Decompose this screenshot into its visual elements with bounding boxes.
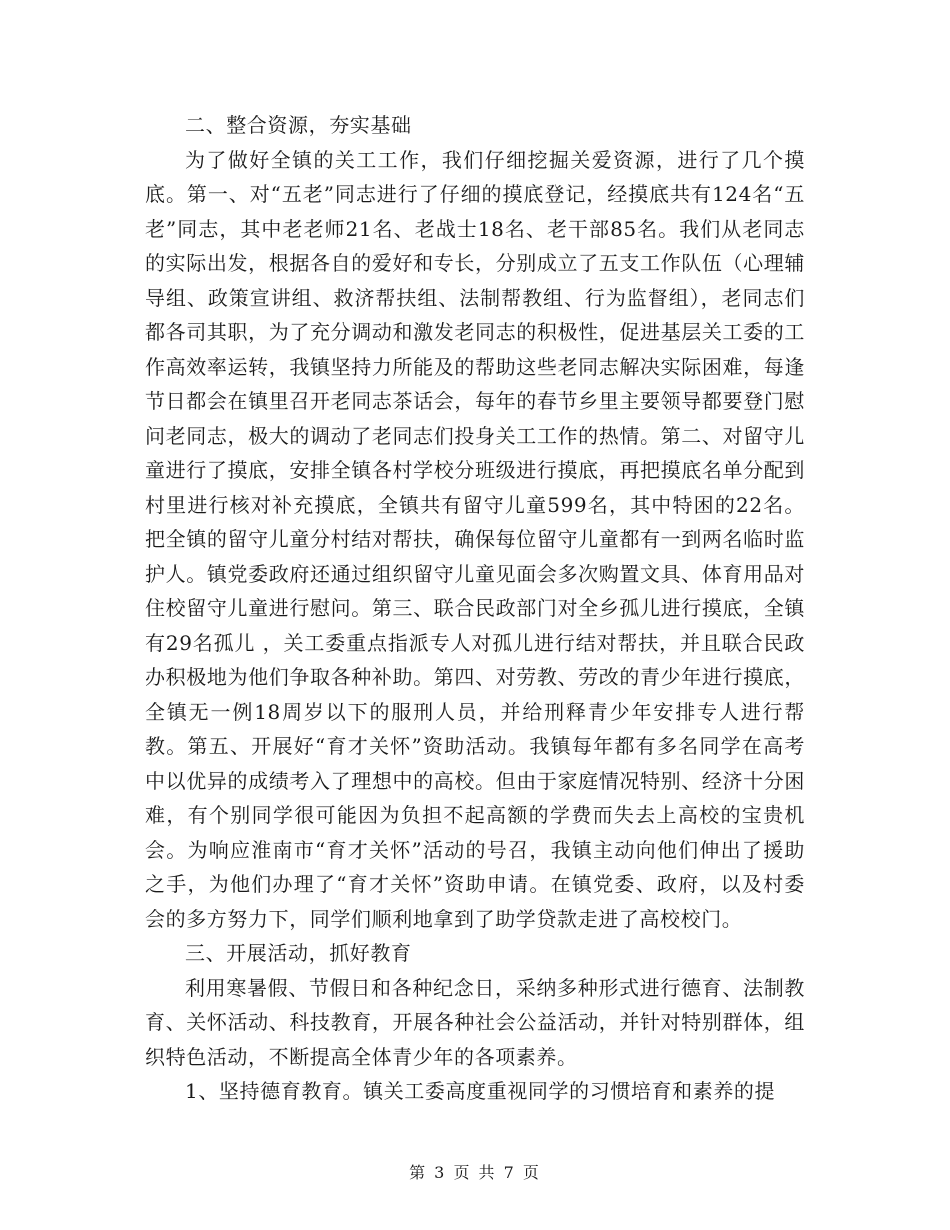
paragraph-activities: 利用寒暑假、节假日和各种纪念日，采纳多种形式进行德育、法制教育、关怀活动、科技教育，开展各种社会公益活动，并针对特别群体，组织特色活动，不断提高全体青少年的各项素养。 [145,975,805,1069]
paragraph-survey: 为了做好全镇的关工工作，我们仔细挖掘关爱资源，进行了几个摸底。第一、对“五老”同志进行了仔细的摸底登记，经摸底共有124名“五老”同志，其中老老师21名、老战士18名、老干部85名。我们从老同志的实际出发，根据各自的爱好和专长，分别成立了五支工作队伍（心理辅导组、政策宣讲组、救济帮扶组、法制帮教组、行为监督组），老同志们都各司其职，为了充分调动和激发老同志的积极性，促进基层关工委的工作高效率运转，我镇坚持力所能及的帮助这些老同志解决实际困难，每逢节日都会在镇里召开老同志茶话会，每年的春节乡里主要领导都要登门慰问老同志，极大的调动了老同志们投身关工工作的热情。第二、对留守儿童进行了摸底，安排全镇各村学校分班级进行摸底，再把摸底名单分配到村里进行核对补充摸底，全镇共有留守儿童599名，其中特困的22名。把全镇的留守儿童分村结对帮扶，确保每位留守儿童都有一到两名临时监护人。镇党委政府还通过组织留守儿童见面会多次购置文具、体育用品对住校留守儿童进行慰问。第三、联合民政部门对全乡孤儿进行摸底，全镇有29名孤儿 ，关工委重点指派专人对孤儿进行结对帮扶，并且联合民政办积极地为他们争取各种补助。第四、对劳教、劳改的青少年进行摸底，全镇无一例18周岁以下的服刑人员，并给刑释青少年安排专人进行帮教。第五、开展好“育才关怀”资助活动。我镇每年都有多名同学在高考中以优异的成绩考入了理想中的高校。但由于家庭情况特别、经济十分困难，有个别同学很可能因为负担不起高额的学费而失去上高校的宝贵机会。为响应淮南市“育才关怀”活动的号召，我镇主动向他们伸出了援助之手，为他们办理了“育才关怀”资助申请。在镇党委、政府，以及村委会的多方努力下，同学们顺利地拿到了助学贷款走进了高校校门。 [145,147,805,931]
document-body [145,108,805,1109]
section-heading-2: 二、整合资源，夯实基础 [185,113,412,137]
section-heading-3: 三、开展活动，抓好教育 [185,941,412,965]
page-footer: 第 3 页 共 7 页 [409,1163,541,1182]
paragraph-moral-education: 1、坚持德育教育。镇关工委高度重视同学的习惯培育和素养的提 [185,1079,776,1103]
